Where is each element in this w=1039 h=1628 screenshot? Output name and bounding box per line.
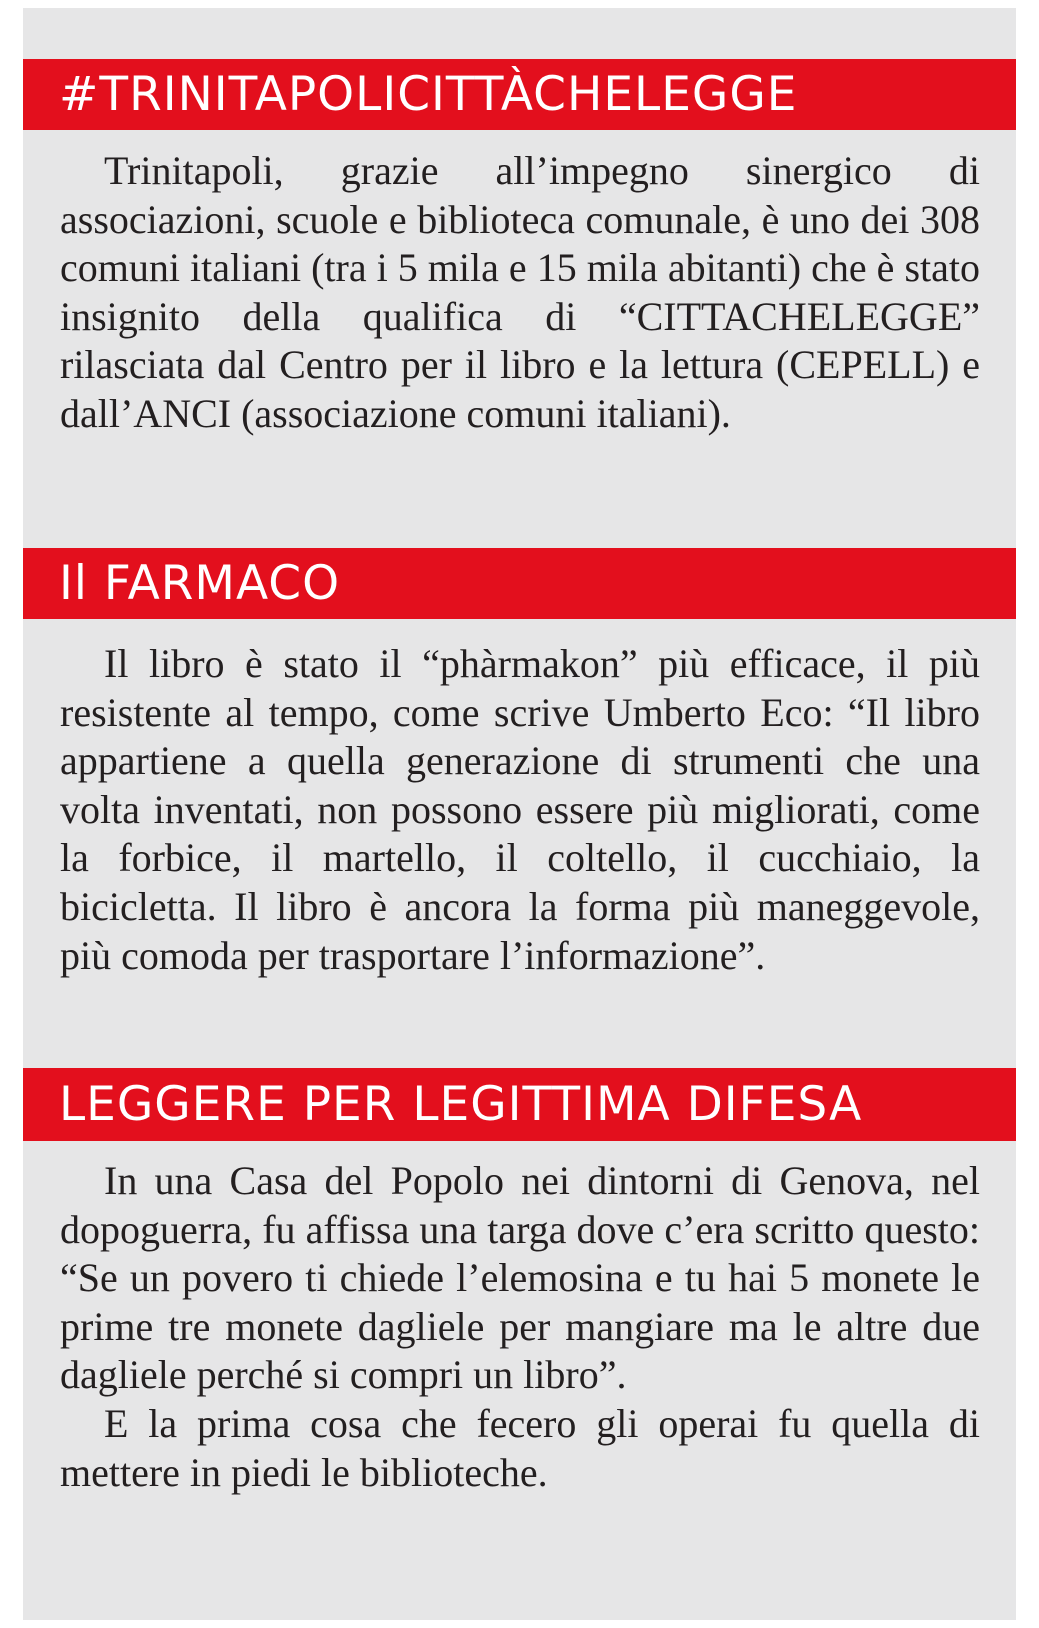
- paragraph: Il libro è stato il “phàrmakon” più efficace, il più resistente al tempo, come scrive Umberto Eco: “Il libro appartiene a quella generazione di strumenti che una volta inventati, non possono essere più migliorati, come la forbice, il martello, il coltello, il cucchiaio, la bicicletta. Il libro è ancora la forma più maneggevole, più comoda per trasportare l’informazione”.: [60, 641, 980, 978]
- section-title: Il FARMACO: [59, 556, 341, 611]
- section-header-trinitapoli: [23, 59, 1016, 130]
- section-body-farmaco: [60, 640, 980, 980]
- section-header-farmaco: [23, 548, 1016, 619]
- section-body-legittima-difesa: [60, 1157, 980, 1497]
- section-body-trinitapoli: [60, 147, 980, 439]
- section-header-legittima-difesa: [23, 1068, 1016, 1141]
- section-title: LEGGERE PER LEGITTIMA DIFESA: [59, 1077, 863, 1132]
- paragraph: In una Casa del Popolo nei dintorni di Genova, nel dopoguerra, fu affissa una targa dove c’era scritto questo: “Se un povero ti chiede l’elemosina e tu hai 5 monete le prime tre monete dagliele per mangiare ma le altre due dagliele perché si compri un libro”.: [60, 1158, 980, 1398]
- paragraph: Trinitapoli, grazie all’impegno sinergico di associazioni, scuole e biblioteca comunale, è uno dei 308 comuni italiani (tra i 5 mila e 15 mila abitanti) che è stato insignito della qualifica di “CITTACHELEGGE” rilasciata dal Centro per il libro e la lettura (CEPELL) e dall’ANCI (associazione comuni italiani).: [60, 148, 980, 436]
- section-title: #TRINITAPOLICITTÀCHELEGGE: [59, 67, 798, 122]
- paragraph: E la prima cosa che fecero gli operai fu quella di mettere in piedi le biblioteche.: [60, 1400, 980, 1495]
